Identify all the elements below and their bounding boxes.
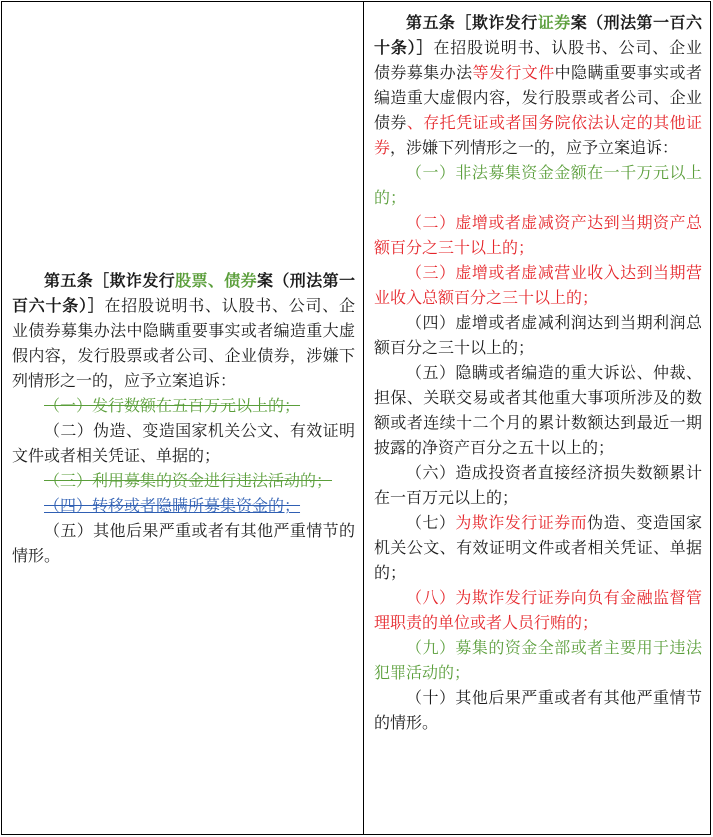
new-item-6: （六）造成投资者直接经济损失数额累计在一百万元以上的； [374,463,702,507]
added-text: 等发行文件 [472,63,555,82]
new-item-1: （一）非法募集资金金额在一千万元以上的； [374,163,702,207]
new-item-2: （二）虚增或者虚减资产达到当期资产总额百分之三十以上的； [374,213,702,257]
new-item-8: （八）为欺诈发行证券向负有金融监督管理职责的单位或者人员行贿的； [374,588,702,632]
old-item-1-deleted: （一）发行数额在五百万元以上的； [44,396,301,415]
comparison-table [1,1,711,835]
old-article-intro: 在招股说明书、认股书、公司、企业债券募集办法中隐瞒重要事实或者编造重大虚假内容，发行股票或者公司、企业债券，涉嫌下列情形之一的，应予立案追诉： [12,296,355,390]
new-item-9: （九）募集的资金全部或者主要用于违法犯罪活动的； [374,638,702,682]
added-text: 为欺诈发行证券而 [455,513,588,532]
new-item-3: （三）虚增或者虚减营业收入达到当期营业收入总额百分之三十以上的； [374,263,702,307]
old-item-5: （五）其他后果严重或者有其他严重情节的情形。 [12,521,355,565]
new-article-paragraph: 第五条［欺诈发行证券案（刑法第一百六十条）］在招股说明书、认股书、公司、企业债券募集办法等发行文件中隐瞒重要事实或者编造重大虚假内容，发行股票或者公司、企业债券、存托凭证或者国务院依法认定的其他证券，涉嫌下列情形之一的，应予立案追诉： [374,13,702,157]
old-article-heading: 第五条［欺诈发行股票、债券案（刑法第一百六十条）］ [12,271,355,315]
new-item-4: （四）虚增或者虚减利润达到当期利润总额百分之三十以上的； [374,313,702,357]
old-text-column [2,2,364,834]
new-item-5: （五）隐瞒或者编造的重大诉讼、仲裁、担保、关联交易或者其他重大事项所涉及的数额或者连续十二个月的累计数额达到最近一期披露的净资产百分之五十以上的； [374,363,702,457]
added-text: 、存托凭证或者国务院依法认定的其他证券 [374,113,702,157]
old-article-paragraph [12,268,355,393]
new-item-10: （十）其他后果严重或者有其他严重情节的情形。 [374,688,702,732]
new-item-7: （七）为欺诈发行证券而伪造、变造国家机关公文、有效证明文件或者相关凭证、单据的； [374,513,702,582]
old-item-2: （二）伪造、变造国家机关公文、有效证明文件或者相关凭证、单据的； [12,421,355,465]
old-heading-green: 股票、债券 [175,271,258,290]
new-heading-green: 证券 [537,13,571,32]
old-item-3-deleted: （三）利用募集的资金进行违法活动的； [44,471,333,490]
new-article-heading: 第五条［欺诈发行证券案（刑法第一百六十条）］ [374,13,702,57]
new-text-column [364,2,710,834]
old-item-4-deleted: （四）转移或者隐瞒所募集资金的； [44,496,301,515]
